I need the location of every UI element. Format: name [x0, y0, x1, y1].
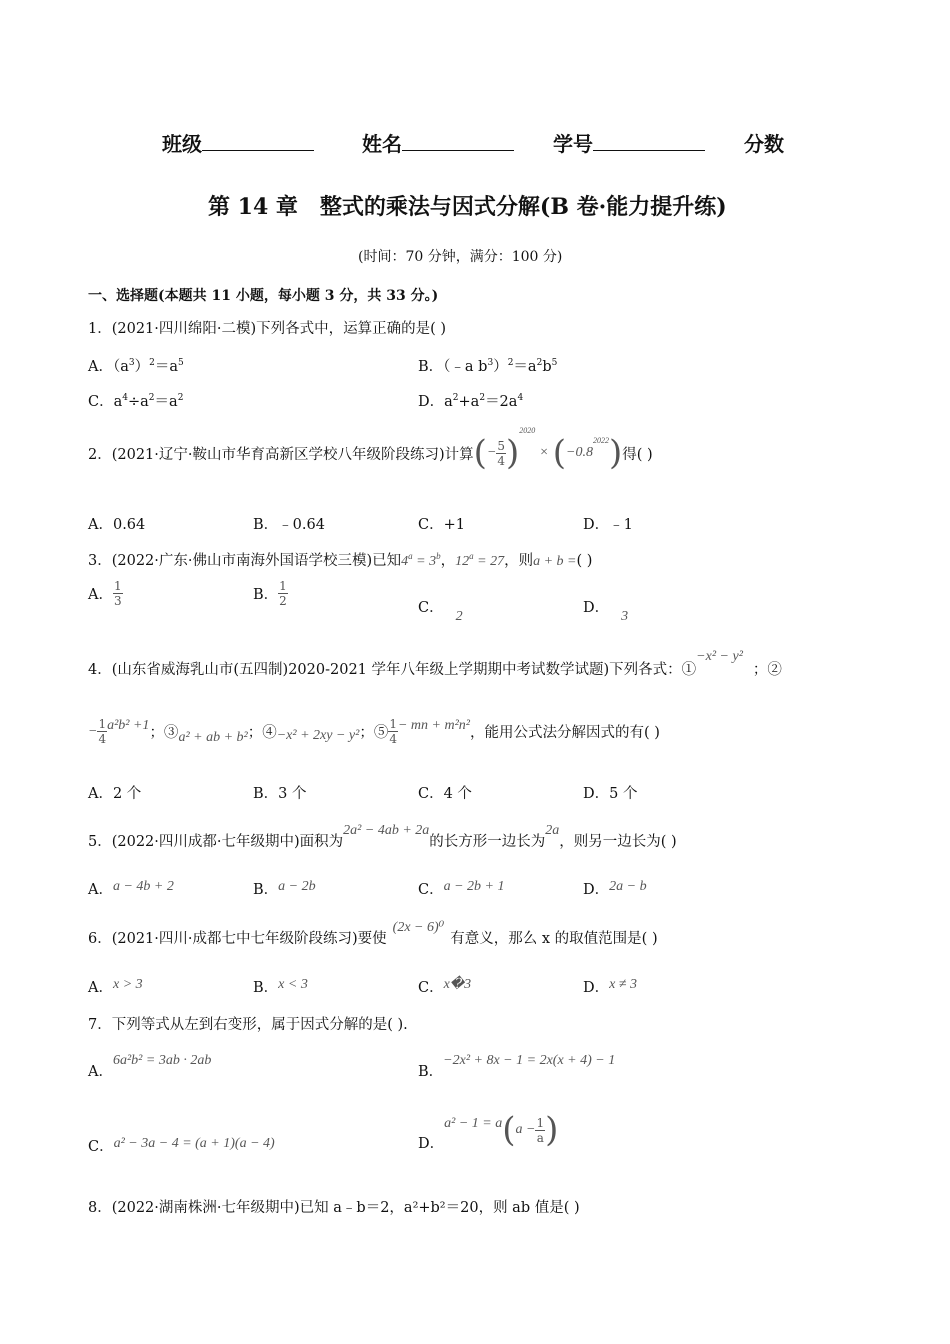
q4-e2-fraction: $\frac{1}{4}$	[98, 717, 107, 746]
name-label: 姓名	[362, 132, 402, 156]
q7-stem: 7．下列等式从左到右变形，属于因式分解的是( ).	[88, 1017, 408, 1033]
q5-option-a[interactable]: A．a − 4b + 2	[88, 879, 174, 898]
page-subtitle: (时间：70 分钟，满分：100 分)	[358, 249, 563, 265]
q2-option-a[interactable]: A．0.64	[88, 517, 146, 533]
q5-option-d[interactable]: D．2a − b	[583, 879, 647, 898]
q6-stem: 6．(2021·四川·成都七中七年级阶段练习)要使(2x − 6)⁰有意义，那么 x 的取值范围是( )	[88, 920, 658, 947]
q7-option-c[interactable]: C．a² − 3a − 4 = (a + 1)(a − 4)	[88, 1136, 275, 1155]
q3-b-fraction: $\frac{1}{2}$	[279, 579, 287, 608]
q3-stem: 3．(2022·广东·佛山市南海外国语学校三模)已知$4^a = 3^b$，$12^a = 27$，则a + b =( )	[88, 551, 593, 569]
q2-option-d[interactable]: D．﹣1	[583, 517, 633, 533]
q7-option-d[interactable]: D． a² − 1 = a ( a − $\frac{1}{a}$ )	[418, 1110, 559, 1152]
section-header: 一、选择题(本题共 11 小题，每小题 3 分，共 33 分。)	[88, 288, 439, 304]
q7-d-fraction: $\frac{1}{a}$	[536, 1115, 545, 1145]
q4-stem-line1: 4．(山东省威海乳山市(五四制)2020-2021 学年八年级上学期期中考试数学试题)下列各式：①−x² − y²；②	[88, 649, 782, 678]
q1-option-b[interactable]: B．（﹣a $b^3)^2=a^2b^5$	[418, 358, 558, 375]
q1-option-c[interactable]: C．$a^4\div a^2=a^2$	[88, 393, 184, 410]
q4-option-b[interactable]: B．3 个	[253, 786, 307, 802]
q7-option-b[interactable]: B．−2x² + 8x − 1 = 2x(x + 4) − 1	[418, 1053, 616, 1080]
q6-option-b[interactable]: B．x < 3	[253, 977, 308, 996]
q4-e5-fraction: $\frac{1}{4}$	[389, 717, 397, 746]
q6-option-c[interactable]: C．x�3	[418, 977, 472, 996]
q3-option-c[interactable]: C．2	[418, 600, 463, 624]
class-blank	[202, 132, 314, 151]
q2-option-b[interactable]: B．﹣0.64	[253, 517, 325, 533]
q2-option-c[interactable]: C．+1	[418, 517, 465, 533]
q3-option-b[interactable]: B． $\frac{1}{2}$	[253, 579, 287, 608]
q6-option-d[interactable]: D．x ≠ 3	[583, 977, 638, 996]
score-label: 分数	[744, 132, 784, 156]
header-id	[553, 128, 705, 157]
q1-option-a[interactable]: A．$(a^3)^2=a^5$	[88, 358, 184, 375]
q1-option-d[interactable]: D．$a^2+a^2=2a^4$	[418, 393, 524, 410]
q5-option-b[interactable]: B．a − 2b	[253, 879, 316, 898]
header-class	[162, 128, 314, 157]
q2-stem: 2．(2021·辽宁·鞍山市华育高新区学校八年级阶段练习)计算 ( − $\frac{5}{4}$ ) 2020 × ( −0.8 2022 ) 得( )	[88, 426, 653, 473]
header-name	[362, 128, 514, 157]
id-blank	[593, 132, 705, 151]
q2-fraction: $\frac{5}{4}$	[497, 438, 506, 468]
q4-option-a[interactable]: A．2 个	[88, 786, 142, 802]
id-label: 学号	[553, 132, 593, 156]
q3-a-fraction: $\frac{1}{3}$	[113, 579, 122, 608]
q4-stem-line2: − $\frac{1}{4}$ a²b² +1 ；③ a² + ab + b² ；④ −x² + 2xy − y² ；⑤ $\frac{1}{4}$ − mn + m²n² ，能用公式法分解因式的有( )	[88, 717, 660, 746]
q7-option-a[interactable]: A．6a²b² = 3ab · 2ab	[88, 1053, 212, 1080]
q8-stem: 8．(2022·湖南株洲·七年级期中)已知 a﹣b＝2，a²+b²＝20，则 ab 值是( )	[88, 1200, 580, 1216]
q5-stem: 5．(2022·四川成都·七年级期中)面积为2a² − 4ab + 2a的长方形一边长为2a，则另一边长为( )	[88, 823, 677, 850]
q4-option-c[interactable]: C．4 个	[418, 786, 472, 802]
q1-stem: 1．(2021·四川绵阳·二模)下列各式中，运算正确的是( )	[88, 321, 447, 337]
q5-option-c[interactable]: C．a − 2b + 1	[418, 879, 505, 898]
page-title: 第 14 章 整式的乘法与因式分解(B 卷·能力提升练)	[208, 194, 727, 220]
name-blank	[402, 132, 514, 151]
q4-option-d[interactable]: D．5 个	[583, 786, 638, 802]
class-label: 班级	[162, 132, 202, 156]
q3-option-a[interactable]: A． $\frac{1}{3}$	[88, 579, 122, 608]
q3-option-d[interactable]: D．3	[583, 600, 629, 624]
header-score	[744, 128, 784, 157]
q6-option-a[interactable]: A．x > 3	[88, 977, 143, 996]
